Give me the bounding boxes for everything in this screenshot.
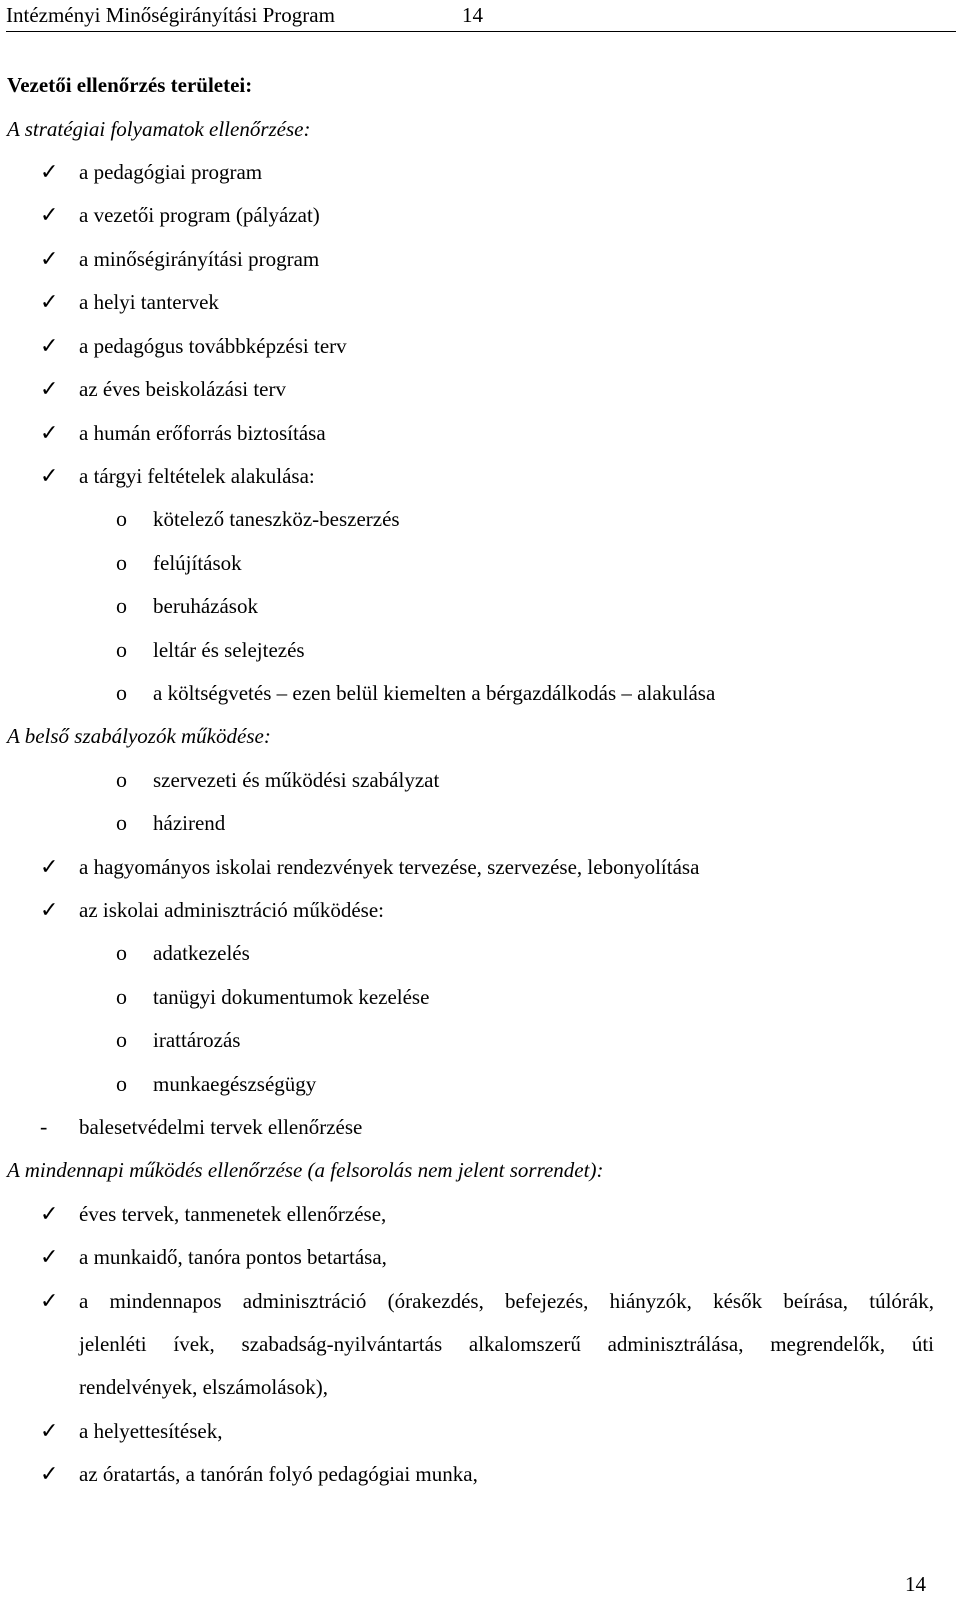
check-icon: ✓ (40, 246, 59, 271)
internal-title: A belső szabályozók működése: (7, 724, 271, 748)
list-item-text-line: jelenléti ívek, szabadság-nyilvántartás alkalomszerű adminisztrálása, megrendelők, úti (79, 1332, 934, 1356)
list-item-text-line: a mindennapos adminisztráció (órakezdés, befejezés, hiányzók, késők beírása, túlórák, (79, 1289, 934, 1313)
list-item-text: a vezetői program (pályázat) (79, 203, 320, 227)
circle-bullet-icon: o (116, 1071, 127, 1096)
list-item-text: a tárgyi feltételek alakulása: (79, 464, 315, 488)
circle-bullet-icon: o (116, 940, 127, 965)
strategic-title: A stratégiai folyamatok ellenőrzése: (7, 117, 311, 141)
sub-list-item-text: leltár és selejtezés (153, 638, 305, 662)
list-item-text: a minőségirányítási program (79, 247, 320, 271)
check-icon: ✓ (40, 289, 59, 314)
sub-list-item-text: felújítások (153, 551, 242, 575)
list-item-text: éves tervek, tanmenetek ellenőrzése, (79, 1202, 387, 1226)
list-item-text: a pedagógus továbbképzési terv (79, 334, 347, 358)
list-item-text: a helyettesítések, (79, 1419, 223, 1443)
dash-bullet-icon: - (40, 1114, 48, 1139)
sub-list-item-text: irattározás (153, 1028, 241, 1052)
circle-bullet-icon: o (116, 506, 127, 531)
sub-list-item-text: adatkezelés (153, 941, 250, 965)
check-icon: ✓ (40, 1288, 59, 1313)
check-icon: ✓ (40, 1244, 59, 1269)
check-icon: ✓ (40, 1418, 59, 1443)
footer-page-number: 14 (905, 1572, 926, 1596)
circle-bullet-icon: o (116, 680, 127, 705)
check-icon: ✓ (40, 854, 59, 879)
sub-list-item-text: a költségvetés – ezen belül kiemelten a bérgazdálkodás – alakulása (153, 681, 716, 705)
list-item-text: a helyi tantervek (79, 290, 219, 314)
sub-list-item-text: beruházások (153, 594, 258, 618)
sub-list-item-text: házirend (153, 811, 226, 835)
section-heading: Vezetői ellenőrzés területei: (7, 73, 253, 97)
circle-bullet-icon: o (116, 767, 127, 792)
sub-list-item-text: munkaegészségügy (153, 1072, 317, 1096)
sub-list-item-text: szervezeti és működési szabályzat (153, 768, 440, 792)
sub-list-item-text: tanügyi dokumentumok kezelése (153, 985, 430, 1009)
check-icon: ✓ (40, 376, 59, 401)
list-item-text: az óratartás, a tanórán folyó pedagógiai munka, (79, 1462, 478, 1486)
check-icon: ✓ (40, 1461, 59, 1486)
list-item-text: rendelvények, elszámolások), (79, 1375, 328, 1399)
sub-list-item-text: kötelező taneszköz-beszerzés (153, 507, 400, 531)
circle-bullet-icon: o (116, 984, 127, 1009)
page-header (6, 0, 956, 32)
check-icon: ✓ (40, 1201, 59, 1226)
check-icon: ✓ (40, 897, 59, 922)
header-page-number: 14 (462, 3, 483, 27)
circle-bullet-icon: o (116, 637, 127, 662)
daily-title: A mindennapi működés ellenőrzése (a felsorolás nem jelent sorrendet): (7, 1158, 604, 1182)
check-icon: ✓ (40, 333, 59, 358)
list-item-text: az éves beiskolázási terv (79, 377, 286, 401)
check-icon: ✓ (40, 202, 59, 227)
circle-bullet-icon: o (116, 810, 127, 835)
dash-list-item-text: balesetvédelmi tervek ellenőrzése (79, 1115, 363, 1139)
circle-bullet-icon: o (116, 593, 127, 618)
check-icon: ✓ (40, 463, 59, 488)
circle-bullet-icon: o (116, 550, 127, 575)
list-item-text: a hagyományos iskolai rendezvények tervezése, szervezése, lebonyolítása (79, 855, 700, 879)
list-item-text: a pedagógiai program (79, 160, 263, 184)
check-icon: ✓ (40, 159, 59, 184)
list-item-text: a munkaidő, tanóra pontos betartása, (79, 1245, 387, 1269)
list-item-text: a humán erőforrás biztosítása (79, 421, 326, 445)
list-item-text: az iskolai adminisztráció működése: (79, 898, 384, 922)
header-title: Intézményi Minőségirányítási Program (6, 3, 335, 27)
check-icon: ✓ (40, 420, 59, 445)
circle-bullet-icon: o (116, 1027, 127, 1052)
